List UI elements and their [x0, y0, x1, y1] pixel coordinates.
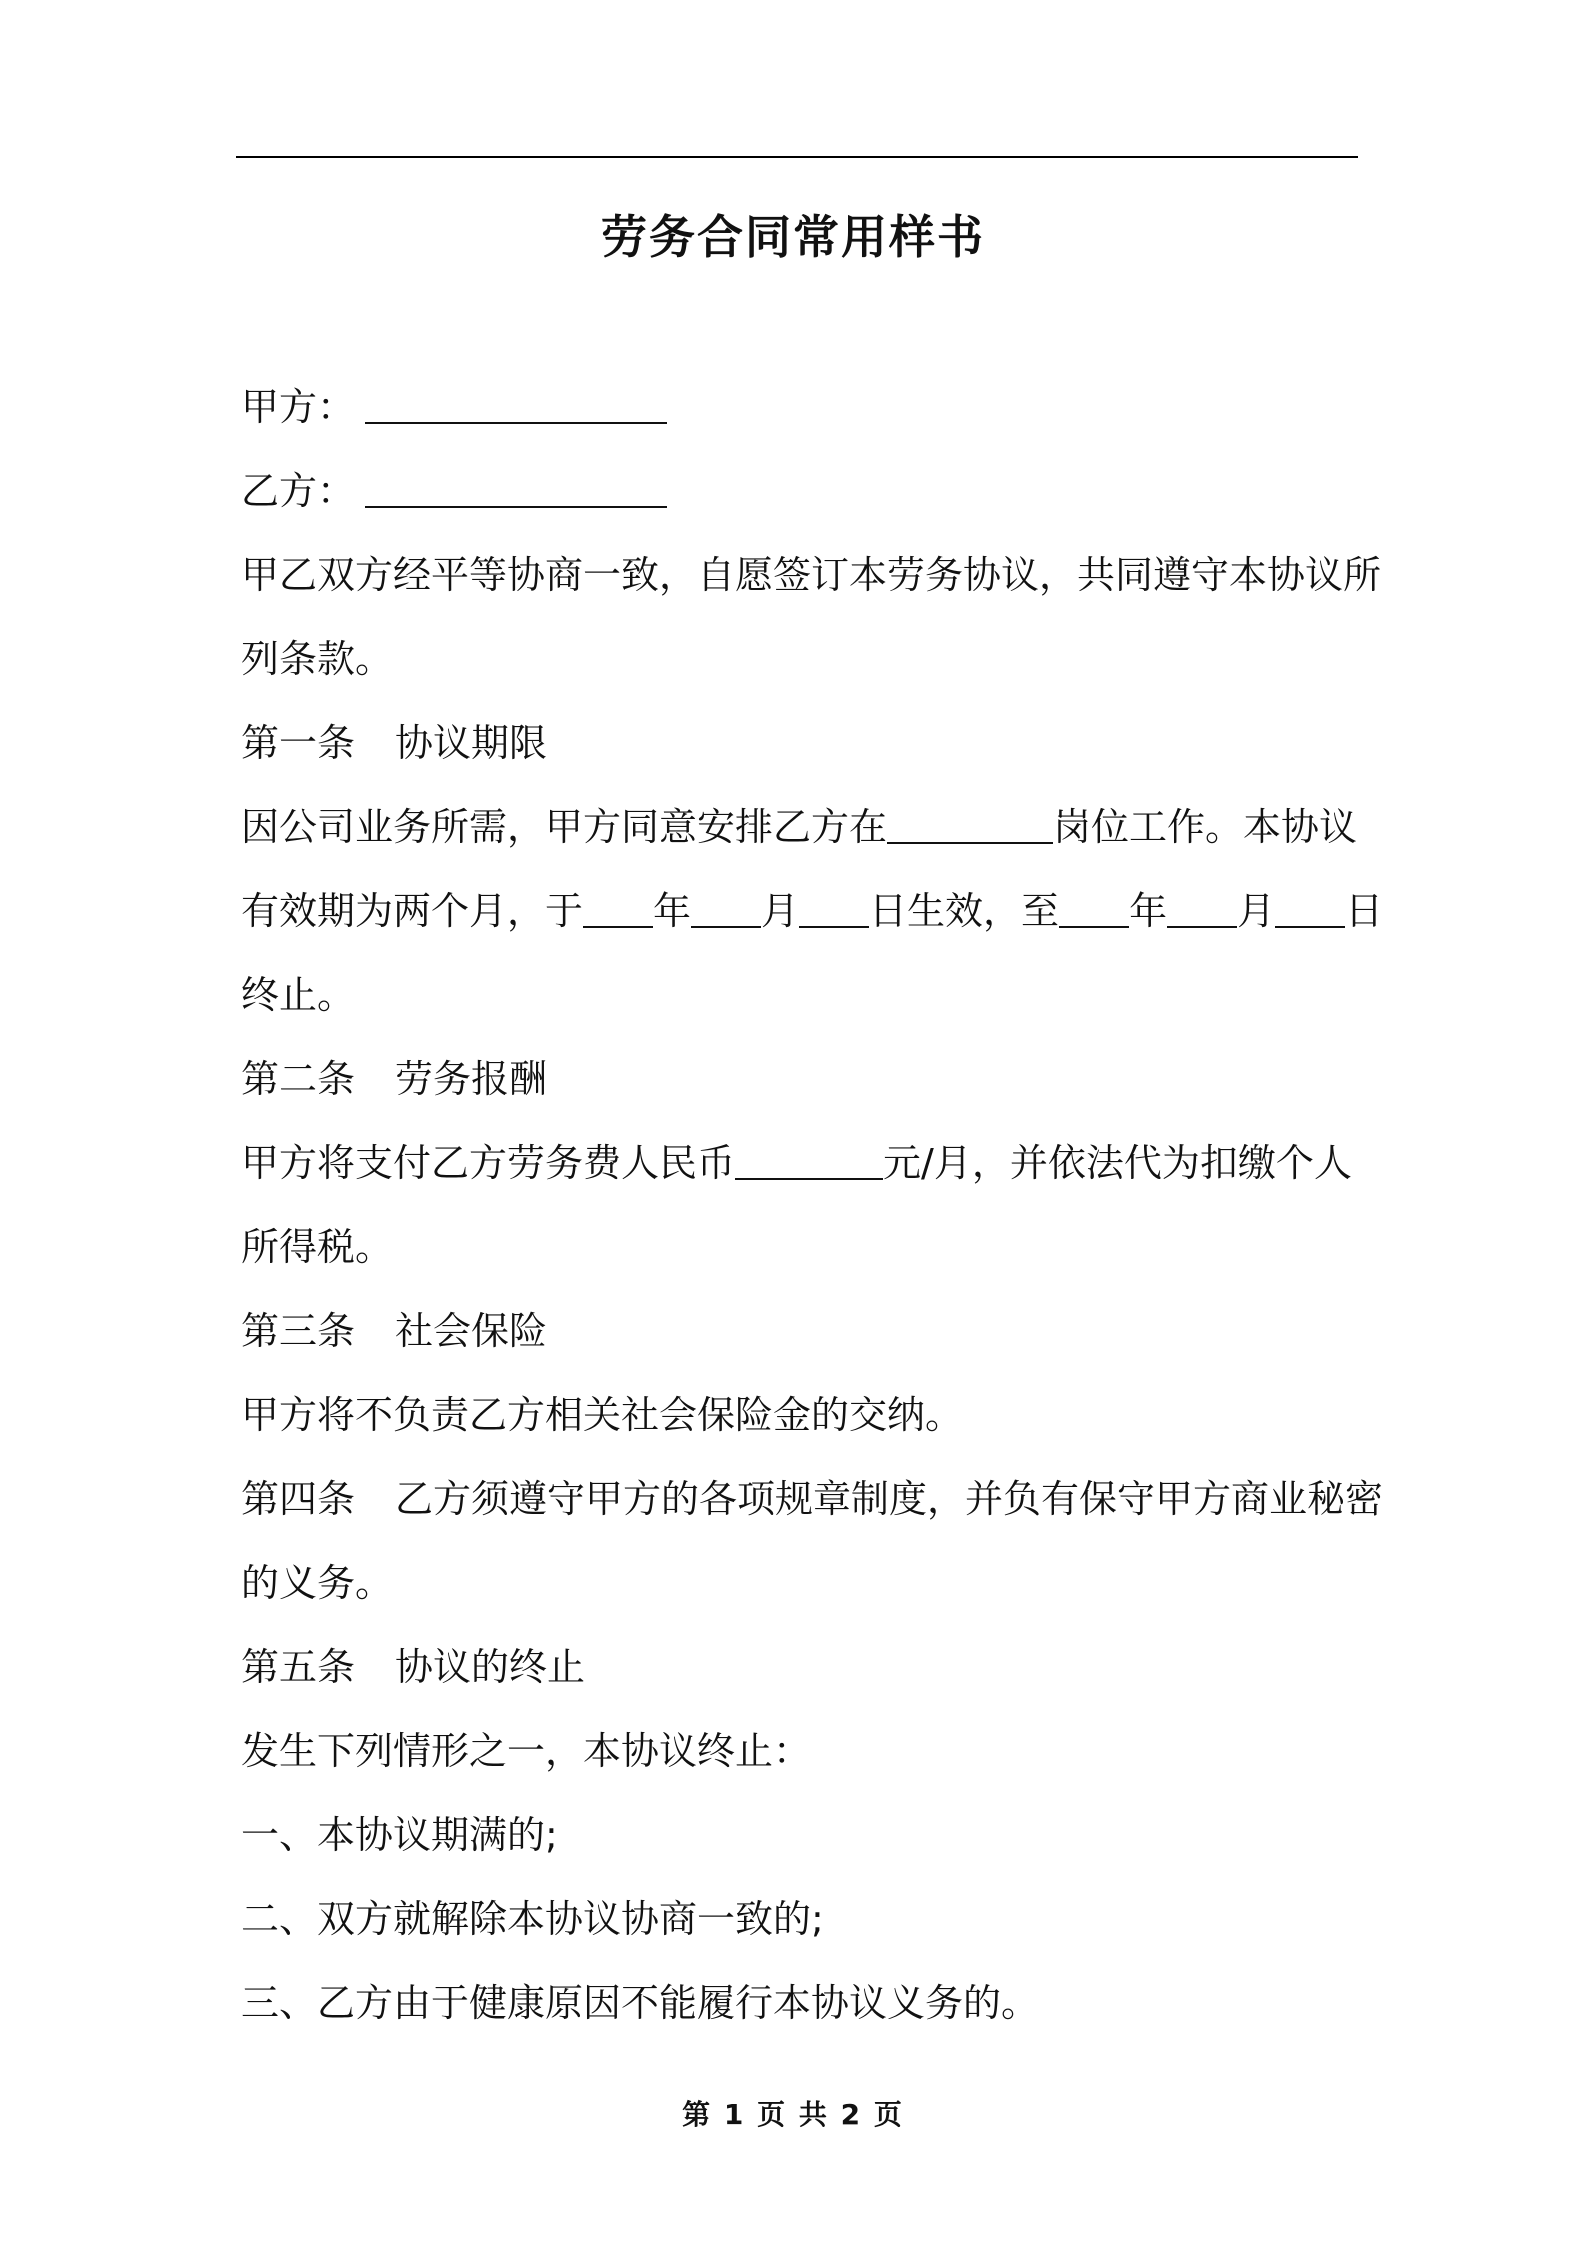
article-2-line-2: 所得税。 — [241, 1225, 394, 1269]
end-month-label: 月 — [1237, 889, 1276, 933]
article-2-text-b: 元/月，并依法代为扣缴个人 — [883, 1141, 1352, 1185]
article-2-title: 劳务报酬 — [395, 1057, 548, 1101]
article-1-number: 第一条 — [241, 721, 356, 765]
article-3-title: 社会保险 — [395, 1309, 548, 1353]
start-day-blank — [799, 888, 869, 928]
article-1-heading-line — [241, 701, 1356, 785]
article-3-heading-line — [241, 1289, 1356, 1373]
document-title: 劳务合同常用样书 — [601, 210, 985, 264]
end-day-label: 日 — [1345, 889, 1384, 933]
list-item: 三、乙方由于健康原因不能履行本协议义务的。 — [241, 1981, 1040, 2025]
article-4-text: 乙方须遵守甲方的各项规章制度，并负有保守甲方商业秘密 — [395, 1477, 1384, 1521]
article-5-number: 第五条 — [241, 1645, 356, 1689]
start-year-label: 年 — [653, 889, 692, 933]
party-a-line — [241, 365, 1356, 449]
party-a-blank — [365, 384, 667, 424]
article-4-line-2: 的义务。 — [241, 1561, 394, 1605]
start-day-label: 日生效，至 — [869, 889, 1060, 933]
end-day-blank — [1275, 888, 1345, 928]
article-2-number: 第二条 — [241, 1057, 356, 1101]
article-1-text-b: 岗位工作。本协议 — [1053, 805, 1358, 849]
end-year-label: 年 — [1129, 889, 1168, 933]
article-1-title: 协议期限 — [395, 721, 548, 765]
article-2-heading-line — [241, 1037, 1356, 1121]
article-3-number: 第三条 — [241, 1309, 356, 1353]
start-month-label: 月 — [761, 889, 800, 933]
document-body — [241, 365, 1384, 2045]
party-b-label: 乙方： — [241, 469, 356, 513]
salary-blank — [735, 1140, 883, 1180]
article-5-intro: 发生下列情形之一，本协议终止： — [241, 1729, 812, 1773]
list-item: 一、本协议期满的; — [241, 1813, 558, 1857]
list-item: 二、双方就解除本协议协商一致的; — [241, 1897, 824, 1941]
article-1-line-3: 终止。 — [241, 973, 356, 1017]
end-year-blank — [1059, 888, 1129, 928]
start-month-blank — [691, 888, 761, 928]
article-1-text-a: 因公司业务所需，甲方同意安排乙方在 — [241, 805, 888, 849]
article-1-line-1 — [241, 785, 1356, 869]
post-blank — [887, 804, 1053, 844]
article-1-text-c: 有效期为两个月，于 — [241, 889, 584, 933]
article-2-text-a: 甲方将支付乙方劳务费人民币 — [241, 1141, 736, 1185]
page-indicator: 第 1 页 共 2 页 — [682, 2098, 904, 2131]
article-4-number: 第四条 — [241, 1477, 356, 1521]
article-4-line-1 — [241, 1457, 1384, 1541]
article-5-heading-line — [241, 1625, 1356, 1709]
party-a-label: 甲方： — [241, 385, 356, 429]
article-3-line-1: 甲方将不负责乙方相关社会保险金的交纳。 — [241, 1393, 964, 1437]
header-rule — [236, 156, 1358, 158]
start-year-blank — [583, 888, 653, 928]
article-5-title: 协议的终止 — [395, 1645, 586, 1689]
end-month-blank — [1167, 888, 1237, 928]
party-b-line — [241, 449, 1356, 533]
article-1-line-2 — [241, 869, 1384, 953]
party-b-blank — [365, 468, 667, 508]
article-2-line-1 — [241, 1121, 1356, 1205]
intro-line-2: 列条款。 — [241, 637, 394, 681]
intro-line-1: 甲乙双方经平等协商一致，自愿签订本劳务协议，共同遵守本协议所 — [241, 553, 1382, 597]
